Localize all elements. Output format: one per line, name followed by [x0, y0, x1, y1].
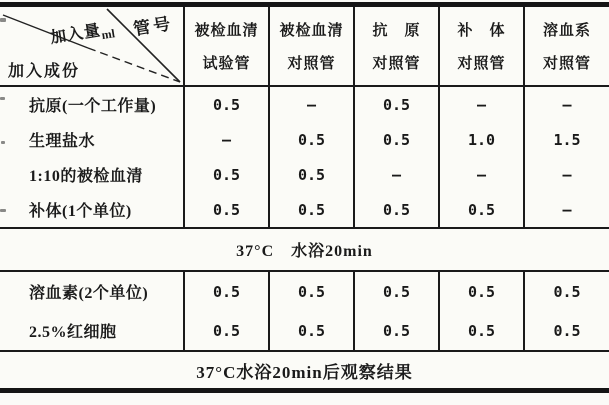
value-cell: 0.5: [523, 272, 609, 311]
column-header-line1: 被检血清: [279, 23, 344, 39]
value-cell: —: [523, 157, 609, 192]
scan-noise-speck: [1, 141, 5, 144]
value-cell: 1.5: [523, 122, 609, 157]
column-header-line1: 被检血清: [194, 23, 259, 39]
row-label: 生理盐水: [29, 133, 96, 150]
table-row-hemolysin: [0, 272, 609, 311]
scan-noise-speck: [0, 18, 6, 22]
table-row-test-serum: [0, 157, 609, 192]
value-cell: 0.5: [183, 311, 268, 350]
value-cell: 0.5: [183, 192, 268, 227]
observe-result-band: 37°C水浴20min后观察结果: [196, 362, 413, 382]
column-header-hemolytic-control: [523, 7, 609, 85]
column-header-antigen-control: [353, 7, 438, 85]
section-reagents-2: [0, 272, 609, 352]
value-cell: 0.5: [353, 311, 438, 350]
corner-label-tube-number: 管号: [132, 13, 175, 39]
column-header-line2: 对照管: [457, 56, 506, 72]
value-cell: —: [523, 192, 609, 227]
column-header-line2: 对照管: [542, 56, 591, 72]
column-header-line2: 对照管: [287, 56, 336, 72]
table-row-antigen: [0, 87, 609, 122]
scan-noise-speck: [0, 97, 5, 100]
value-cell: 0.5: [353, 122, 438, 157]
value-cell: 0.5: [438, 272, 523, 311]
value-cell: —: [438, 157, 523, 192]
value-cell: 0.5: [438, 311, 523, 350]
value-cell: 1.0: [438, 122, 523, 157]
value-cell: 0.5: [438, 192, 523, 227]
bottom-rule: [0, 388, 609, 393]
row-label: 1:10的被检血清: [29, 168, 143, 185]
value-cell: 0.5: [268, 311, 353, 350]
incubation-step-band: 37°C 水浴20min: [0, 229, 609, 272]
column-header-test-serum-control: [268, 7, 353, 85]
value-cell: —: [438, 87, 523, 122]
scan-noise-speck: [0, 209, 6, 212]
value-cell: —: [183, 122, 268, 157]
value-cell: 0.5: [353, 272, 438, 311]
value-cell: 0.5: [183, 87, 268, 122]
value-cell: —: [523, 87, 609, 122]
table-row-red-cells: [0, 311, 609, 350]
column-header-line1: 补 体: [457, 23, 506, 39]
value-cell: 0.5: [353, 192, 438, 227]
value-cell: —: [268, 87, 353, 122]
column-header-complement-control: [438, 7, 523, 85]
column-header-line1: 溶血系: [542, 23, 591, 39]
value-cell: 0.5: [268, 272, 353, 311]
corner-label-amount-unit: ml: [100, 26, 116, 43]
value-cell: 0.5: [268, 122, 353, 157]
corner-label-amount-text: 加入量: [49, 22, 103, 47]
value-cell: 0.5: [183, 272, 268, 311]
column-header-line2: 对照管: [372, 56, 421, 72]
column-header-line2: 试验管: [202, 56, 251, 72]
row-label: 溶血素(2个单位): [29, 285, 149, 302]
diagonal-header-cell: [0, 7, 183, 85]
row-label: 2.5%红细胞: [29, 324, 117, 341]
table-row-saline: [0, 122, 609, 157]
column-header-line1: 抗 原: [372, 23, 421, 39]
corner-label-component: 加入成份: [8, 63, 81, 80]
header-row: [0, 7, 609, 87]
value-cell: 0.5: [268, 157, 353, 192]
value-cell: 0.5: [183, 157, 268, 192]
column-header-test-serum-tube: [183, 7, 268, 85]
table-row-complement: [0, 192, 609, 227]
row-label: 抗原(一个工作量): [29, 98, 157, 115]
value-cell: 0.5: [268, 192, 353, 227]
value-cell: 0.5: [353, 87, 438, 122]
row-label: 补体(1个单位): [29, 203, 132, 220]
value-cell: —: [353, 157, 438, 192]
value-cell: 0.5: [523, 311, 609, 350]
section-reagents-1: [0, 87, 609, 229]
